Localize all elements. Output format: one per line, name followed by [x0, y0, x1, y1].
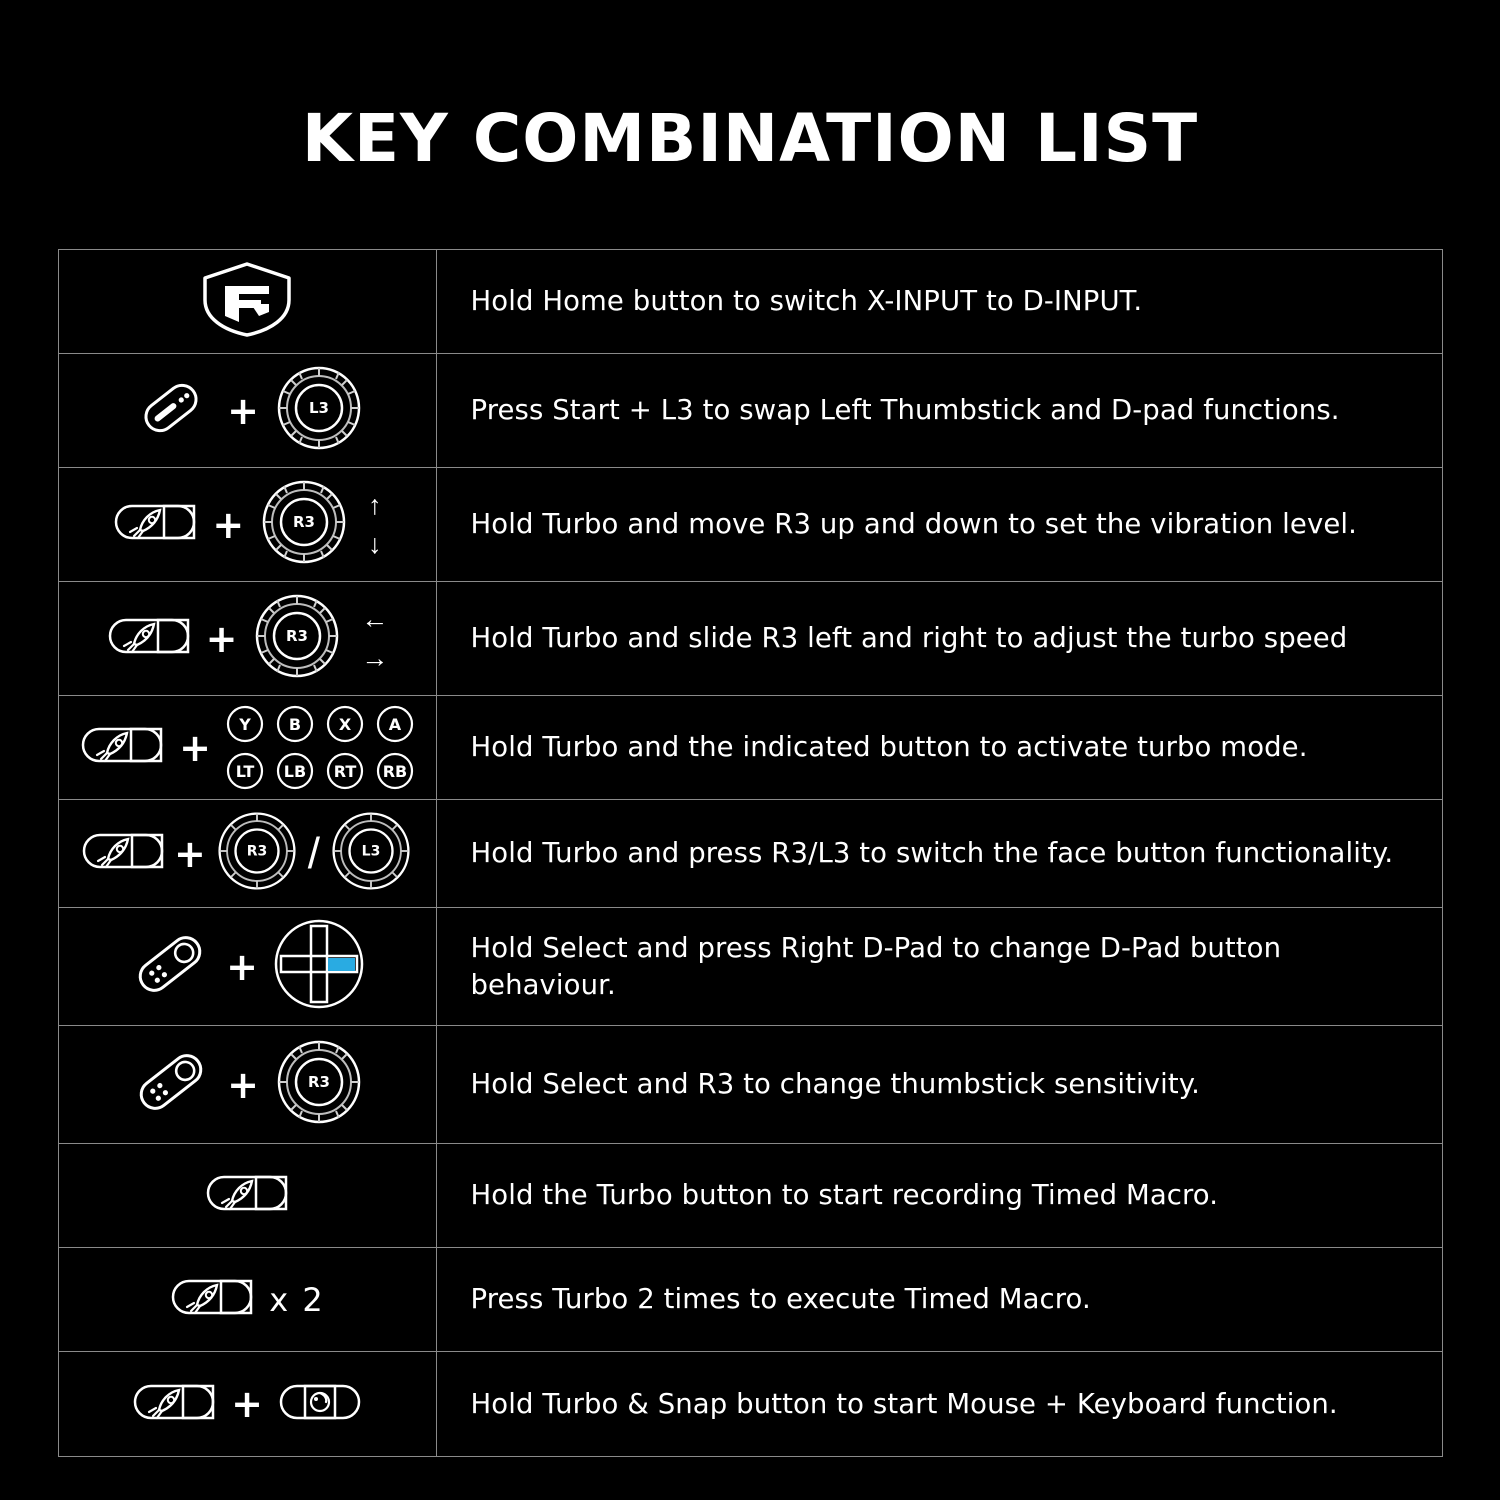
row-icons [59, 1248, 437, 1351]
key-combination-table [58, 249, 1443, 1457]
turbo-button-icon [131, 1374, 217, 1435]
row-icons [59, 582, 437, 695]
r3-label: R3 [293, 513, 316, 531]
button-a-icon [375, 704, 415, 744]
table-row [59, 468, 1442, 582]
svg-text:Y: Y [239, 715, 251, 734]
l3-label: L3 [361, 843, 381, 860]
table-row [59, 908, 1442, 1026]
table-row [59, 1144, 1442, 1248]
l3-label: L3 [308, 399, 329, 417]
table-row [59, 1248, 1442, 1352]
row-icons [59, 468, 437, 581]
l3-thumbstick-icon [328, 808, 414, 899]
arrow-down-icon: ↓ [368, 528, 382, 559]
row-text: Hold Turbo and the indicated button to activate turbo mode. [470, 731, 1308, 764]
row-icons [59, 908, 437, 1025]
r3-thumbstick-icon [273, 1036, 365, 1133]
row-text: Hold Turbo and move R3 up and down to set the vibration level. [470, 508, 1357, 541]
row-text: Hold Turbo and slide R3 left and right to adjust the turbo speed [470, 622, 1348, 655]
button-x-icon [325, 704, 365, 744]
row-text: Hold Turbo and press R3/L3 to switch the face button functionality. [470, 837, 1394, 870]
plus-symbol: + [173, 831, 206, 876]
button-rt-icon [325, 751, 365, 791]
r3-thumbstick-icon [214, 808, 300, 899]
svg-text:RB: RB [382, 762, 408, 781]
dpad-icon [272, 917, 366, 1016]
table-row [59, 1352, 1442, 1456]
turbo-button-icon [204, 1165, 290, 1226]
slash-symbol: / [307, 828, 321, 878]
r3-thumbstick-icon [258, 476, 350, 573]
turbo-button-icon [80, 823, 166, 884]
select-button-icon [129, 1034, 213, 1135]
button-lb-icon [275, 751, 315, 791]
plus-symbol: + [227, 388, 259, 433]
turbo-button-icon [112, 494, 198, 555]
r3-label: R3 [246, 843, 268, 860]
row-text: Hold Home button to switch X-INPUT to D-INPUT. [470, 285, 1143, 318]
row-icons [59, 800, 437, 907]
row-icons [59, 1352, 437, 1456]
table-row [59, 800, 1442, 908]
plus-symbol: + [231, 1382, 263, 1426]
fantech-logo-icon [199, 260, 295, 343]
start-button-icon [129, 366, 213, 455]
turbo-button-icon [169, 1269, 255, 1330]
table-row [59, 582, 1442, 696]
turbo-button-icon [106, 608, 192, 669]
r3-label: R3 [307, 1073, 330, 1091]
button-lt-icon [225, 751, 265, 791]
arrow-left-icon: ← [361, 603, 389, 634]
button-y-icon [225, 704, 265, 744]
row-icons [59, 1144, 437, 1247]
face-button-grid [225, 704, 415, 791]
svg-text:LB: LB [283, 762, 307, 781]
left-right-arrows [361, 603, 389, 673]
row-text: Hold Turbo & Snap button to start Mouse + Keyboard function. [470, 1387, 1338, 1420]
row-text: Press Start + L3 to swap Left Thumbstick and D-pad functions. [470, 394, 1340, 427]
turbo-button-icon [79, 717, 165, 778]
svg-text:X: X [338, 715, 352, 734]
svg-text:RT: RT [333, 762, 357, 781]
select-button-icon [128, 916, 212, 1017]
arrow-up-icon: ↑ [368, 489, 382, 520]
arrow-right-icon: → [361, 642, 389, 673]
r3-label: R3 [286, 627, 309, 645]
row-icons [59, 250, 437, 353]
row-text: Hold Select and R3 to change thumbstick sensitivity. [470, 1068, 1201, 1101]
table-row [59, 696, 1442, 800]
repeat-count-label: x 2 [269, 1280, 325, 1319]
page-title: KEY COMBINATION LIST [301, 100, 1199, 177]
plus-symbol: + [226, 944, 258, 989]
table-row [59, 1026, 1442, 1144]
table-row [59, 250, 1442, 354]
svg-text:B: B [288, 715, 302, 734]
svg-text:LT: LT [235, 762, 255, 781]
svg-text:A: A [388, 715, 402, 734]
plus-symbol: + [179, 725, 211, 770]
up-down-arrows [368, 489, 382, 559]
plus-symbol: + [227, 1062, 259, 1107]
row-text: Hold the Turbo button to start recording Timed Macro. [470, 1179, 1219, 1212]
r3-thumbstick-icon [251, 590, 343, 687]
plus-symbol: + [212, 502, 245, 547]
plus-symbol: + [205, 616, 238, 661]
l3-thumbstick-icon [273, 362, 365, 459]
row-text: Press Turbo 2 times to execute Timed Macro. [470, 1283, 1091, 1316]
row-icons [59, 354, 437, 467]
button-b-icon [275, 704, 315, 744]
table-row [59, 354, 1442, 468]
row-icons [59, 696, 437, 799]
snap-button-icon [277, 1374, 363, 1435]
row-text: Hold Select and press Right D-Pad to change D-Pad button behaviour. [470, 932, 1282, 1001]
button-rb-icon [375, 751, 415, 791]
row-icons [59, 1026, 437, 1143]
